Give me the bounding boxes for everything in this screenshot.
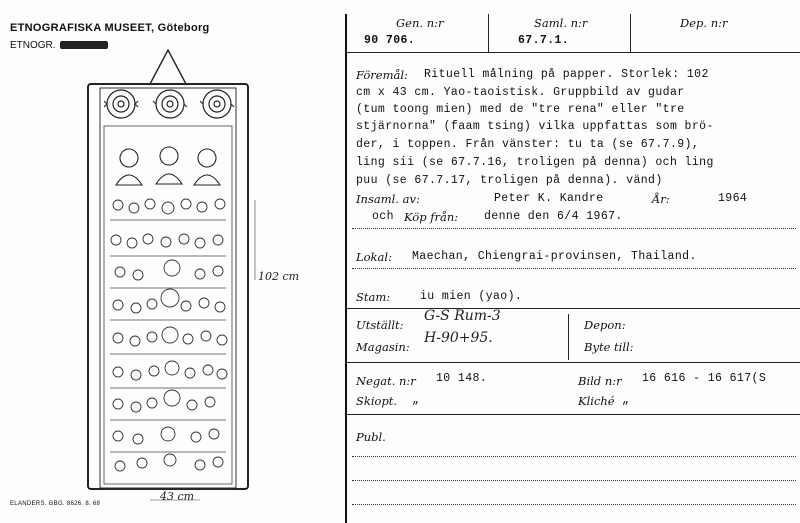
saml-nr-label: Saml. n:r	[534, 16, 588, 30]
kop-value: denne den 6/4 1967.	[484, 210, 623, 223]
insaml-value: Peter K. Kandre	[494, 192, 604, 205]
foremal-label: Föremål:	[356, 68, 408, 82]
dep-nr-label: Dep. n:r	[680, 16, 728, 30]
section-rule	[347, 362, 800, 363]
lokal-value: Maechan, Chiengrai-provinsen, Thailand.	[412, 250, 697, 263]
printer-imprint: ELANDERS. GBG. 8626. 8. 68	[10, 501, 101, 507]
section-rule	[347, 308, 800, 309]
dotted-rule	[352, 456, 796, 457]
skiopt-value: „	[412, 394, 420, 407]
museum-name: ETNOGRAFISKA MUSEET, Göteborg	[10, 22, 210, 34]
painting-sketch	[0, 0, 340, 523]
stam-label: Stam:	[356, 290, 391, 304]
department-label: ETNOGR.	[10, 40, 108, 51]
kop-prefix: och	[372, 210, 394, 223]
foremal-line: der, i toppen. Från vänster: tu ta (se 67.7.9),	[356, 138, 700, 151]
foremal-line: stjärnorna" (faam tsing) vilka uppfattas som brö-	[356, 120, 714, 133]
foremal-line: puu (se 67.7.17, troligen på denna). vänd)	[356, 174, 663, 187]
ar-label: År:	[652, 192, 670, 206]
height-annotation: 102 cm	[258, 270, 300, 283]
dotted-rule	[352, 504, 796, 505]
gen-nr-value: 90 706.	[364, 34, 416, 47]
stam-value: iu mien (yao).	[420, 290, 523, 303]
field-separator	[568, 314, 569, 360]
dotted-rule	[352, 268, 796, 269]
negat-label: Negat. n:r	[356, 374, 416, 388]
header-separator	[488, 14, 489, 52]
card-divider	[345, 14, 347, 523]
publ-label: Publ.	[356, 430, 386, 444]
skiopt-label: Skiopt.	[356, 394, 398, 408]
width-annotation: 43 cm	[160, 490, 195, 503]
foremal-line: ling sii (se 67.7.16, troligen på denna) och ling	[356, 156, 714, 169]
section-rule	[347, 414, 800, 415]
header-rule	[347, 52, 800, 53]
byte-label: Byte till:	[584, 340, 634, 354]
cliche-value: „	[622, 394, 630, 407]
utstallt-label: Utställt:	[356, 318, 404, 332]
cliche-label: Kliché	[578, 394, 615, 408]
ar-value: 1964	[718, 192, 748, 205]
dotted-rule	[352, 228, 796, 229]
saml-nr-value: 67.7.1.	[518, 34, 570, 47]
header-separator	[630, 14, 631, 52]
depon-label: Depon:	[584, 318, 626, 332]
dotted-rule	[352, 480, 796, 481]
magasin-label: Magasin:	[356, 340, 410, 354]
utstallt-value: G-S Rum-3	[424, 308, 501, 324]
foremal-line: (tum toong mien) med de "tre rena" eller "tre	[356, 103, 685, 116]
foremal-line: cm x 43 cm. Yao-taoistisk. Gruppbild av gudar	[356, 86, 685, 99]
negat-value: 10 148.	[436, 372, 488, 385]
insaml-label: Insaml. av:	[356, 192, 420, 206]
magasin-value: H-90+95.	[424, 330, 493, 346]
foremal-line: Rituell målning på papper. Storlek: 102	[424, 68, 709, 81]
bild-value: 16 616 - 16 617(S	[642, 372, 767, 385]
gen-nr-label: Gen. n:r	[396, 16, 444, 30]
bild-label: Bild n:r	[578, 374, 622, 388]
lokal-label: Lokal:	[356, 250, 392, 264]
kop-label: Köp från:	[404, 210, 459, 224]
